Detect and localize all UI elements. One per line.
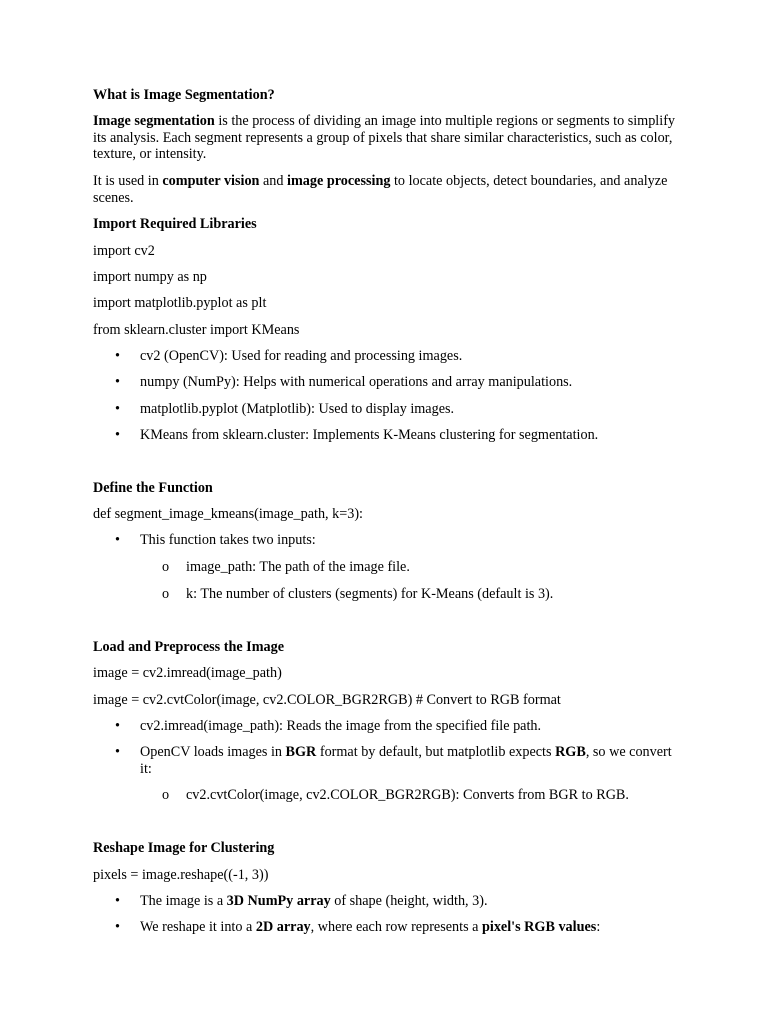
term-pixel-rgb-values: pixel's RGB values (482, 919, 597, 935)
section-title-what-is-segmentation: What is Image Segmentation? (93, 87, 275, 103)
term-computer-vision: computer vision (162, 173, 260, 189)
bullet-text: : (596, 919, 601, 935)
list-item: • cv2.imread(image_path): Reads the image from the specified file path. (140, 718, 685, 735)
sub-list-item: o k: The number of clusters (segments) for K-Means (default is 3). (186, 586, 686, 603)
code-line: import cv2 (93, 243, 155, 259)
term-3d-numpy-array: 3D NumPy array (226, 893, 331, 909)
bullet-text: format by default, but matplotlib expects (316, 744, 556, 760)
code-line: def segment_image_kmeans(image_path, k=3): (93, 506, 363, 522)
bullet-text: , so we convert it: (140, 744, 672, 777)
list-item (140, 744, 685, 777)
code-line: import numpy as np (93, 269, 207, 285)
term-rgb: RGB (555, 744, 586, 760)
sub-list-item: o cv2.cvtColor(image, cv2.COLOR_BGR2RGB): Converts from BGR to RGB. (186, 787, 686, 804)
intro-p2-and: and (259, 173, 288, 189)
code-line: import matplotlib.pyplot as plt (93, 295, 267, 311)
section-title-define-function: Define the Function (93, 480, 213, 496)
code-line: image = cv2.cvtColor(image, cv2.COLOR_BGR2RGB) # Convert to RGB format (93, 692, 561, 708)
intro-p2-prefix: It is used in (93, 173, 163, 189)
bullet-text: , where each row represents a (310, 919, 482, 935)
intro-p2-suffix: to locate objects, detect boundaries, and analyze scenes. (93, 173, 668, 206)
code-line: pixels = image.reshape((-1, 3)) (93, 867, 269, 883)
sub-list-item: o image_path: The path of the image file. (186, 559, 686, 576)
list-item: • matplotlib.pyplot (Matplotlib): Used to display images. (140, 401, 685, 418)
list-item (140, 893, 685, 910)
intro-p1-text: is the process of dividing an image into multiple regions or segments to simplify its analysis. Each segment represents a group of pixels that share similar characteristics, such as color, texture, or intensity. (93, 113, 676, 162)
list-item: • numpy (NumPy): Helps with numerical operations and array manipulations. (140, 374, 685, 391)
code-line: image = cv2.imread(image_path) (93, 665, 282, 681)
code-line: from sklearn.cluster import KMeans (93, 322, 300, 338)
intro-paragraph-1 (93, 113, 683, 163)
term-image-segmentation: Image segmentation (93, 113, 215, 129)
bullet-text: We reshape it into a (140, 919, 256, 935)
list-item: • cv2 (OpenCV): Used for reading and processing images. (140, 348, 685, 365)
section-title-imports: Import Required Libraries (93, 216, 257, 232)
bullet-text: The image is a (140, 893, 227, 909)
term-2d-array: 2D array (255, 919, 311, 935)
bullet-text: OpenCV loads images in (140, 744, 286, 760)
section-title-reshape: Reshape Image for Clustering (93, 840, 275, 856)
section-title-load-preprocess: Load and Preprocess the Image (93, 639, 285, 655)
bullet-text: of shape (height, width, 3). (330, 893, 488, 909)
term-bgr: BGR (285, 744, 317, 760)
list-item: • KMeans from sklearn.cluster: Implements K-Means clustering for segmentation. (140, 427, 685, 444)
term-image-processing: image processing (287, 173, 391, 189)
intro-paragraph-2 (93, 173, 683, 206)
list-item (140, 919, 685, 936)
list-item: • This function takes two inputs: (140, 532, 685, 549)
